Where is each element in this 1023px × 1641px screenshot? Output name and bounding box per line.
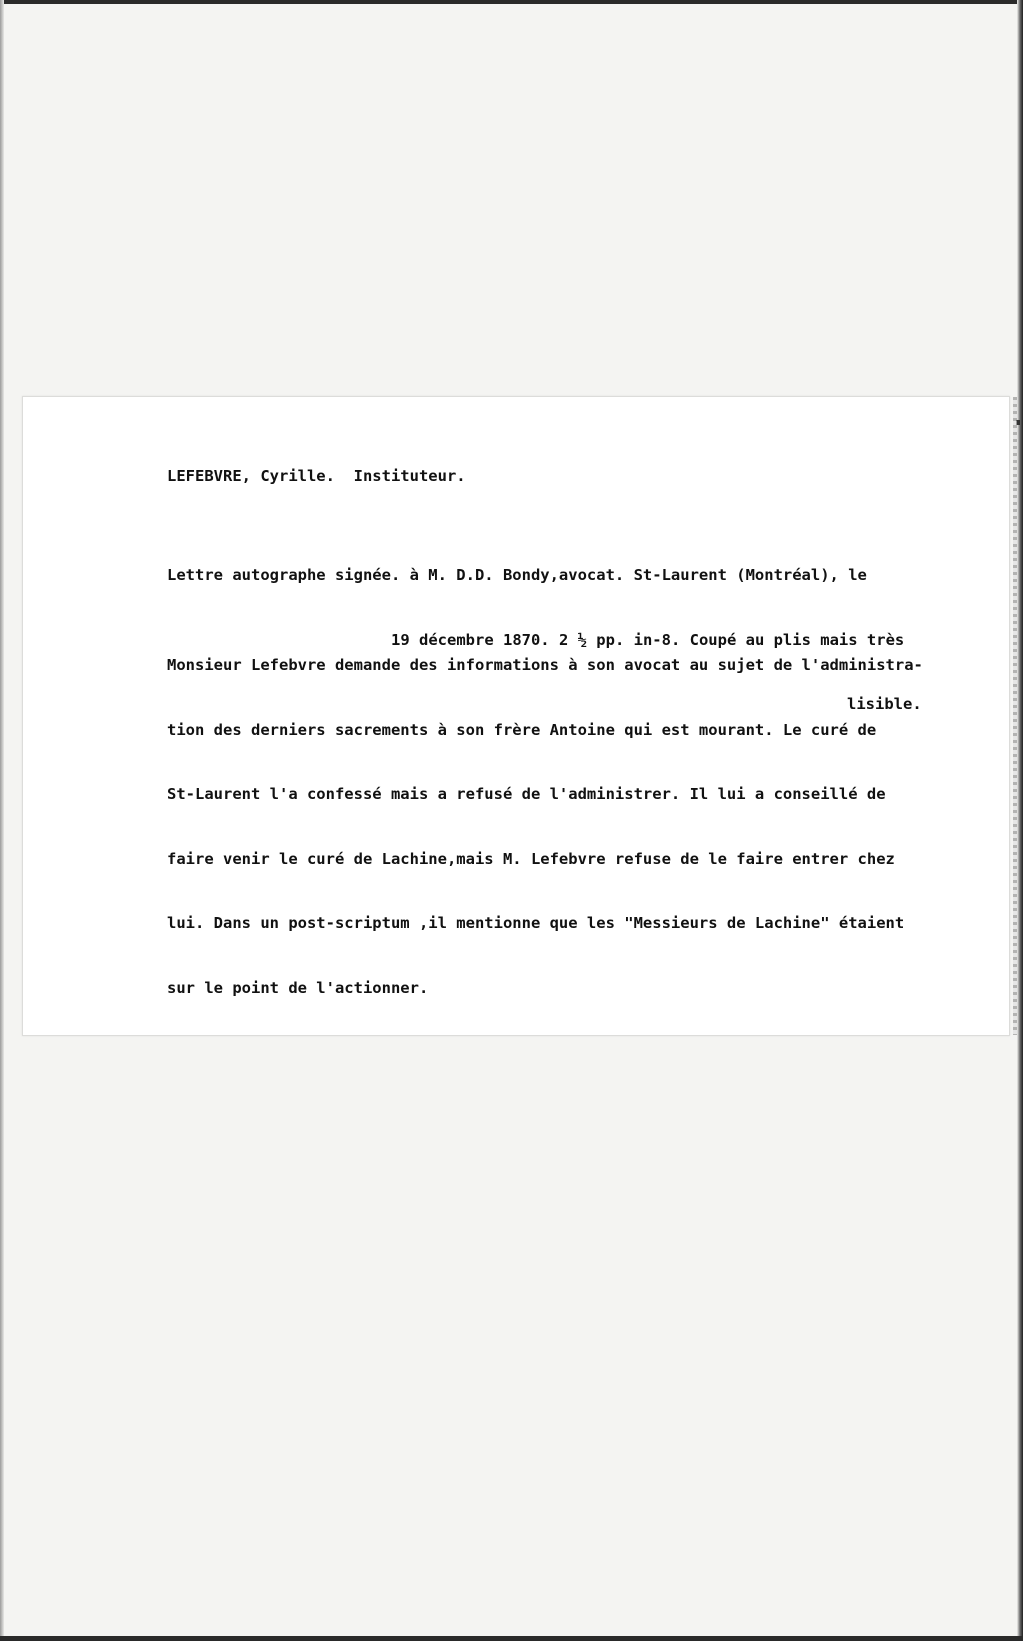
- catalog-card: [22, 396, 1010, 1036]
- citation-line: lisible.: [847, 695, 922, 713]
- summary-line: sur le point de l'actionner.: [167, 978, 429, 997]
- summary-line: lui. Dans un post-scriptum ,il mentionne que les "Messieurs de Lachine" étaient: [167, 914, 905, 932]
- citation-line: 19 décembre 1870. 2 ½ pp. in-8. Coupé au plis mais très: [391, 630, 905, 649]
- summary-line: St-Laurent l'a confessé mais a refusé de l'administrer. Il lui a conseillé de: [167, 785, 886, 803]
- scan-top-edge: [0, 0, 1023, 4]
- summary-line: faire venir le curé de Lachine,mais M. Lefebvre refuse de le faire entrer chez: [167, 849, 895, 868]
- summary-line: Monsieur Lefebvre demande des informations à son avocat au sujet de l'administra-: [167, 656, 923, 674]
- scan-left-edge: [0, 0, 4, 1641]
- citation-line: Lettre autographe signée. à M. D.D. Bondy,avocat. St-Laurent (Montréal), le: [167, 566, 867, 584]
- summary-line: tion des derniers sacrements à son frère Antoine qui est mourant. Le curé de: [167, 720, 877, 739]
- card-heading: LEFEBVRE, Cyrille. Instituteur.: [167, 467, 466, 485]
- card-edge-mark: [1013, 397, 1017, 1035]
- scan-bottom-edge: [0, 1636, 1023, 1641]
- summary-block: [167, 612, 923, 1042]
- scan-right-edge: [1017, 0, 1023, 1641]
